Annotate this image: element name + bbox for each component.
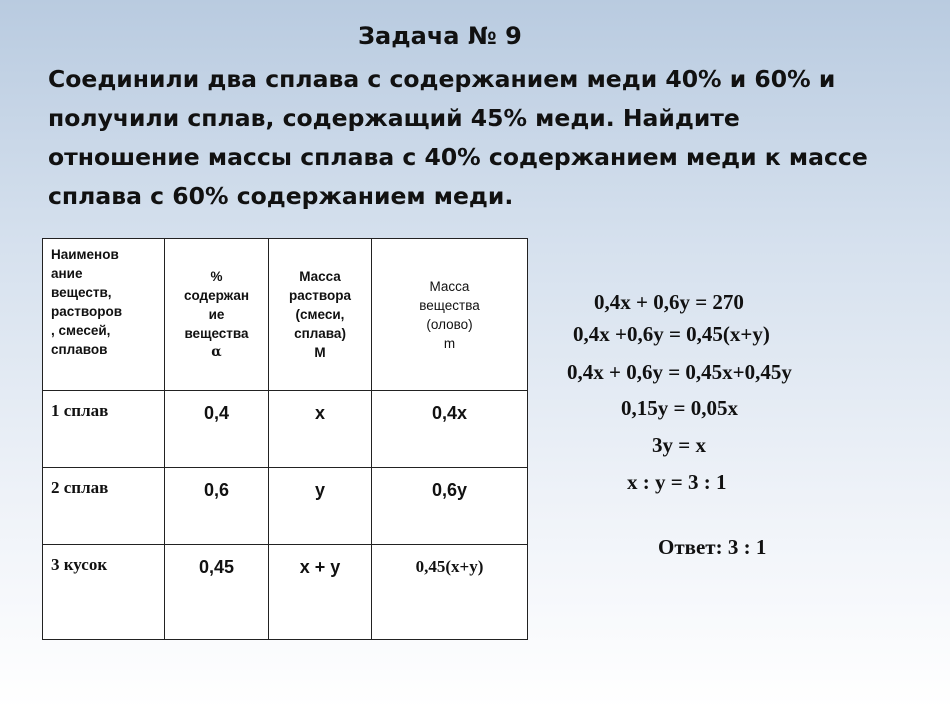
header-text: М (314, 345, 326, 360)
header-text: веществ, (51, 285, 112, 300)
problem-line: Соединили два сплава с содержанием меди 40% и 60% и (48, 65, 836, 93)
header-mass-solution (269, 239, 372, 391)
cell-substance: 0,6y (372, 468, 528, 545)
equation-line: 0,4x + 0,6y = 270 (594, 290, 744, 314)
cell-substance: 0,4x (372, 391, 528, 468)
header-text: Наименов (51, 247, 119, 262)
equation-line: 0,4x +0,6y = 0,45(x+y) (573, 322, 770, 346)
equation-line: 3y = x (652, 433, 706, 457)
header-text: (олово) (426, 316, 473, 332)
cell-percent: 0,4 (165, 391, 269, 468)
header-name (43, 239, 165, 391)
table-row (43, 468, 528, 545)
header-text: ие (208, 307, 225, 322)
header-text: (смеси, (295, 307, 345, 322)
problem-statement (48, 60, 928, 216)
row-label: 2 сплав (43, 468, 165, 545)
equation-line: 0,4x + 0,6y = 0,45x+0,45y (567, 360, 792, 384)
alloy-table (42, 238, 528, 640)
equation-line: 0,15y = 0,05x (621, 396, 738, 420)
table-row (43, 545, 528, 640)
answer: Ответ: 3 : 1 (658, 535, 767, 559)
header-text: вещества (184, 326, 249, 341)
cell-percent: 0,6 (165, 468, 269, 545)
header-text: раствора (289, 288, 351, 303)
header-text: , смесей, (51, 323, 111, 338)
cell-mass: x + y (269, 545, 372, 640)
row-label: 3 кусок (43, 545, 165, 640)
problem-line: получили сплав, содержащий 45% меди. Найдите (48, 104, 740, 132)
header-text: % (210, 269, 223, 284)
header-text: m (443, 335, 456, 351)
cell-substance: 0,45(x+y) (372, 545, 528, 640)
problem-line: отношение массы сплава с 40% содержанием меди к массе (48, 143, 868, 171)
cell-percent: 0,45 (165, 545, 269, 640)
equation-line: x : y = 3 : 1 (627, 470, 727, 494)
header-percent (165, 239, 269, 391)
header-text: ание (51, 266, 83, 281)
header-text: содержан (183, 288, 250, 303)
alpha-symbol: α (211, 344, 222, 360)
header-text: сплава) (294, 326, 346, 341)
header-text: Масса (299, 269, 341, 284)
header-text: растворов (51, 304, 123, 319)
table-row (43, 391, 528, 468)
problem-line: сплава с 60% содержанием меди. (48, 182, 514, 210)
table-header-row (43, 239, 528, 391)
header-text: вещества (419, 297, 480, 313)
row-label: 1 сплав (43, 391, 165, 468)
header-text: Масса (429, 278, 470, 294)
header-text: сплавов (51, 342, 108, 357)
cell-mass: x (269, 391, 372, 468)
task-title: Задача № 9 (358, 22, 522, 50)
cell-mass: y (269, 468, 372, 545)
header-mass-substance (372, 239, 528, 391)
